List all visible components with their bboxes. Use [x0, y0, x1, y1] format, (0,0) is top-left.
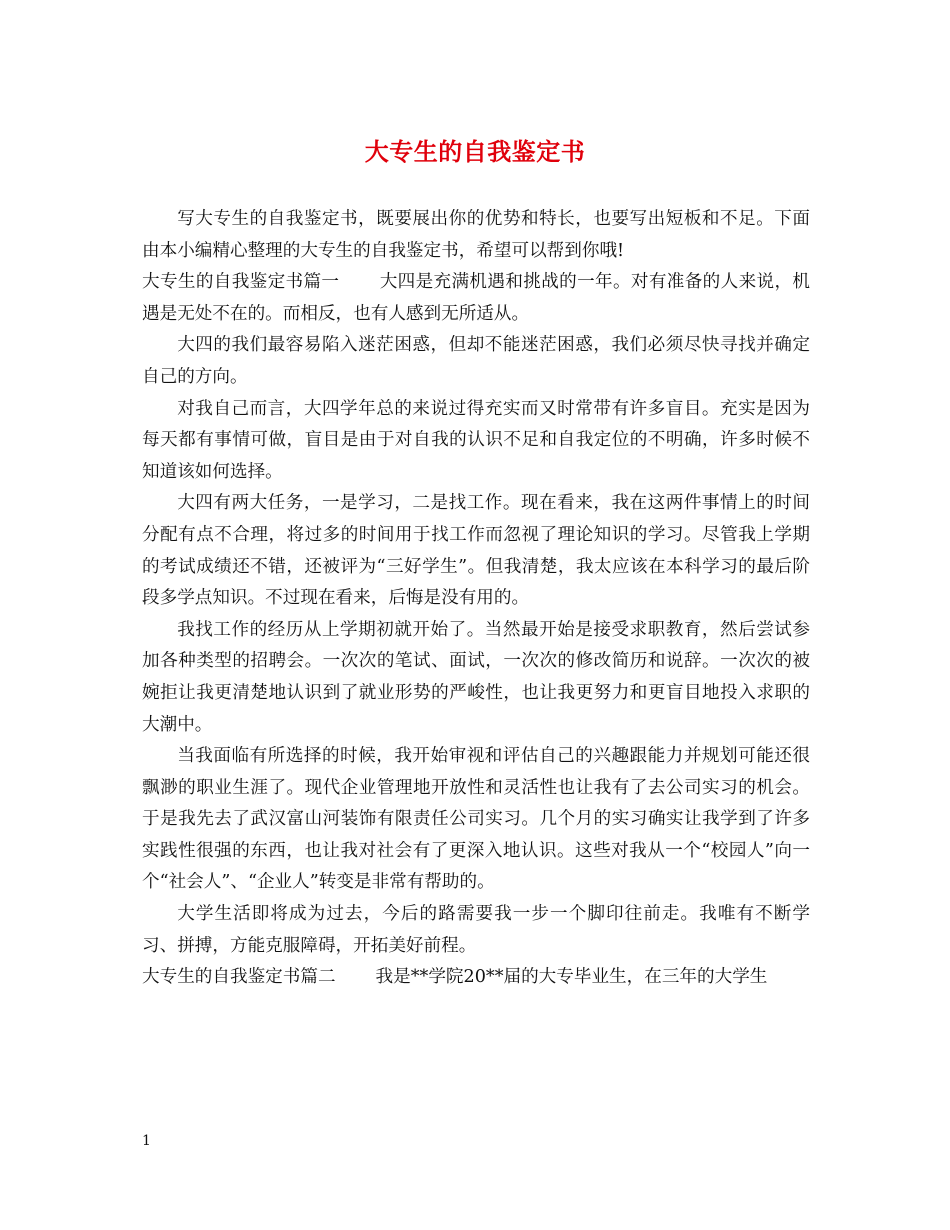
section-one-paragraph: [142, 267, 810, 330]
section-two-paragraph: [142, 962, 810, 994]
body-paragraph: 大四有两大任务，一是学习，二是找工作。现在看来，我在这两件事情上的时间分配有点不合理，将过多的时间用于找工作而忽视了理论知识的学习。尽管我上学期的考试成绩还不错，还被评为“三好学生”。但我清楚，我太应该在本科学习的最后阶段多学点知识。不过现在看来，后悔是没有用的。: [142, 493, 810, 609]
body-paragraph: 当我面临有所选择的时候，我开始审视和评估自己的兴趣跟能力并规划可能还很飘渺的职业生涯了。现代企业管理地开放性和灵活性也让我有了去公司实习的机会。于是我先去了武汉富山河装饰有限责任公司实习。几个月的实习确实让我学到了许多实践性很强的东西，也让我对社会有了更深入地认识。这些对我从一个“校园人”向一个“社会人”、“企业人”转变是非常有帮助的。: [142, 746, 810, 893]
body-paragraph: 大四的我们最容易陷入迷茫困惑，但却不能迷茫困惑，我们必须尽快寻找并确定自己的方向。: [142, 335, 810, 387]
section-two-text: 我是**学院20**届的大专毕业生，在三年的大学生: [375, 967, 768, 988]
body-paragraph: 大学生活即将成为过去，今后的路需要我一步一个脚印往前走。我唯有不断学习、拼搏，方能克服障碍，开拓美好前程。: [142, 904, 810, 956]
body-paragraph: 对我自己而言，大四学年总的来说过得充实而又时常带有许多盲目。充实是因为每天都有事情可做，盲目是由于对自我的认识不足和自我定位的不明确，许多时候不知道该如何选择。: [142, 398, 810, 482]
section-one-heading: 大专生的自我鉴定书篇一: [142, 272, 340, 293]
section-one-text: 大四是充满机遇和挑战的一年。对有准备的人来说，机遇是无处不在的。而相反，也有人感到无所适从。: [142, 272, 810, 324]
document-title: 大专生的自我鉴定书: [364, 137, 586, 166]
document-body: [142, 204, 810, 994]
body-paragraph: 我找工作的经历从上学期初就开始了。当然最开始是接受求职教育，然后尝试参加各种类型的招聘会。一次次的笔试、面试，一次次的修改简历和说辞。一次次的被婉拒让我更清楚地认识到了就业形势的严峻性，也让我更努力和更盲目地投入求职的大潮中。: [142, 619, 810, 735]
intro-paragraph: 写大专生的自我鉴定书，既要展出你的优势和特长，也要写出短板和不足。下面由本小编精心整理的大专生的自我鉴定书，希望可以帮到你哦!: [142, 209, 810, 261]
page-number: 1: [142, 1133, 151, 1149]
section-two-heading: 大专生的自我鉴定书篇二: [142, 967, 336, 988]
